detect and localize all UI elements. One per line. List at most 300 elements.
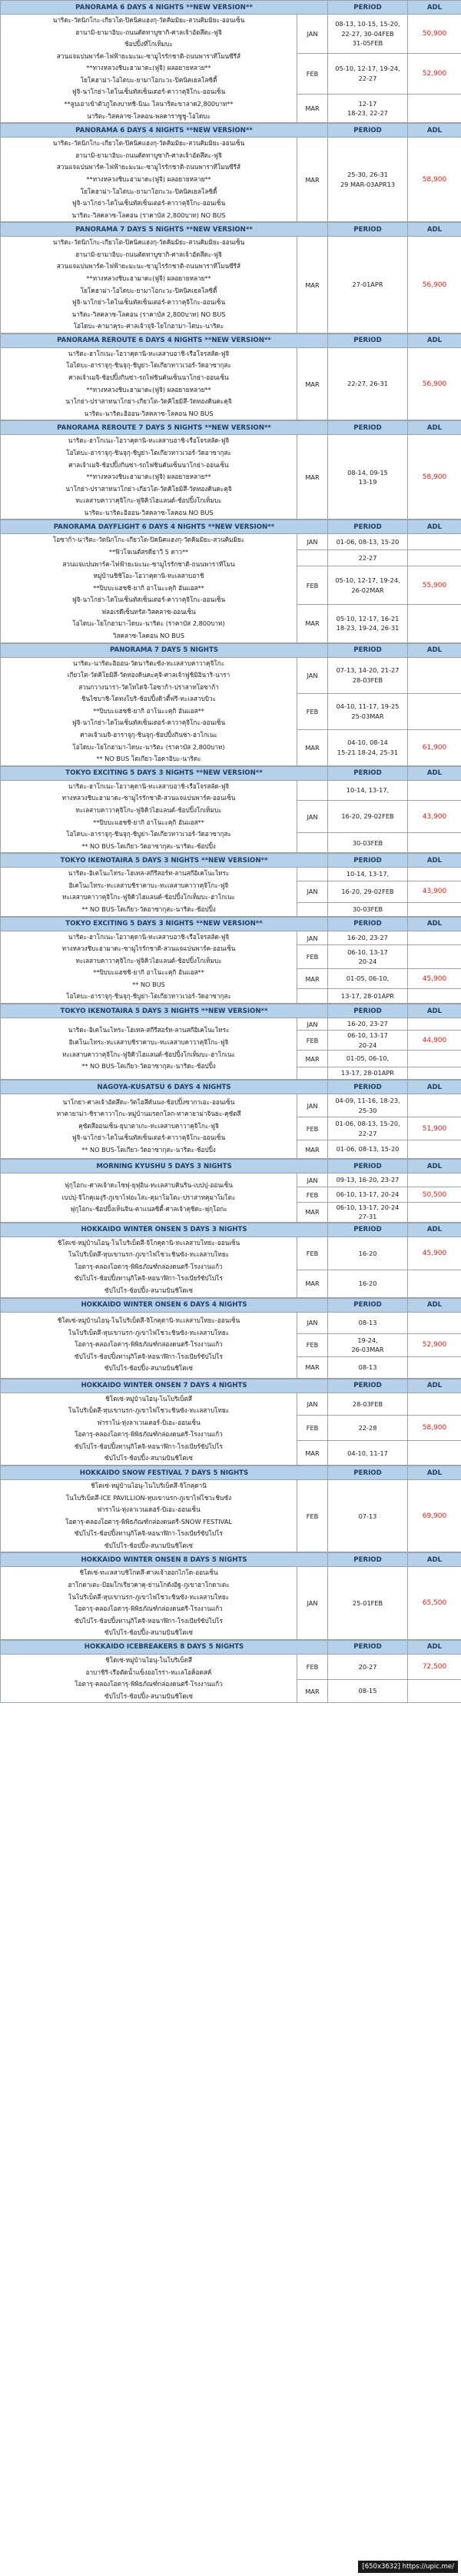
itinerary-line: ฟุกุโอกะ-ช้อปปิ้งเท็นจิน-คาแนลซิตี้-ศาลเจ้าคุชิดะ-ฟุกุโอกะ [70,1205,227,1213]
itinerary-line: โอตารุ-คลองโอตารุ-พิพิธภัณฑ์กล่องดนตรี-โรงงานแก้ว [75,1262,223,1270]
adult-price: 45,900 [408,969,461,989]
adl-header: ADL [408,1553,461,1567]
period-header: PERIOD [328,334,408,347]
itinerary-line: ** NO BUS-โตเกียว-วัดอาซากุสะ-นาริตะ-ช้อปปิ้ง [81,1062,216,1071]
adult-price: 58,900 [408,1415,461,1441]
package-table [0,1080,461,1159]
package-table [0,1298,461,1379]
itinerary-line: นาริตะ-วัดนิกโกะ-เกียวโต-ปิคนิคแฮงกุ-วัดคิมมิยะ-สวนคิมมิยะ-ออนเซ็น [52,16,245,24]
itinerary-line: อิเคโนะไทระ-ทะเลสาบชิราคาบะ-ทะเลสาบคาวาคุจิโกะ-ฟูจิ [68,881,229,889]
period-header: PERIOD [328,1379,408,1393]
period-dates: 31-05FEB [352,38,383,47]
period-dates: 06-10, 13-17 [347,1031,388,1040]
period-row [1,1018,461,1031]
period-row [1,435,461,520]
period-dates: 01-05, 06-10, [346,974,390,983]
itinerary-line: วิสคลาซ-โลคอน NO BUS [112,632,185,640]
itinerary-line: ซัปโปโร-ช้อปปิ้งทานุกิโคจิ-หอนาฬิกา-โรงเบียร์ซัปโปโร [75,1442,223,1450]
period-cell [328,1237,408,1270]
itinerary-description [1,1393,297,1465]
itinerary-line: นาริตะ-นาริตะอิออน-วัดนาริตะซัง-ทะเลสาบคาวาคุจิโกะ [72,659,225,667]
period-dates: 01-06, 08-13, 15-20 [336,1145,400,1154]
itinerary-line: ทาคายาม่า-ชิราคาวาโกะ-หมู่บ้านมรดกโลก-ทาคายาม่าจินยะ-คุซัตสึ [56,1110,241,1118]
month-cell: JAN [297,881,328,902]
period-cell [328,1140,408,1159]
itinerary-line: ศาลเจ้าเมจิ-ฮาราจุกุ-ชินจุกุ-ช้อปปิ้งกินซ่า-ฮาโกเนะ [80,731,217,739]
adult-price: 43,900 [408,881,461,902]
period-row [1,868,461,881]
itinerary-description [1,237,297,334]
period-header: PERIOD [328,766,408,780]
period-dates: 07-13 [358,1512,377,1520]
package-title: PANORAMA 6 DAYS 4 NIGHTS **NEW VERSION** [1,1,328,15]
itinerary-description [1,1237,297,1297]
period-dates: 28-03FEB [352,1399,383,1408]
package-table [0,1466,461,1552]
period-dates: 04-10, 11-17, 19-25 [336,702,400,711]
itinerary-line: นาริตะ-อิเคโนะไทระ-โฮเทล-สกีรีสอร์ท-ลานสกีอิเคโนะไทระ [68,869,230,878]
period-dates: 30-03FEB [352,838,383,847]
itinerary-description [1,657,297,765]
month-cell [297,868,328,881]
package-title: TOKYO EXCITING 5 DAYS 3 NIGHTS **NEW VERSION** [1,766,328,780]
month-cell: JAN [297,1312,328,1333]
adl-header: ADL [408,854,461,868]
itinerary-line: ฟุกุโอกะ-ศาลเจ้าดะไซฟุ-ยุฟุอิน-ทะเลสาบคินริน-เบปปุ-ออนเซ็น [65,1180,233,1189]
itinerary-description [1,780,297,852]
month-cell: MAR [297,237,328,334]
itinerary-line: ฟลอเรดีเซ็นทรัส-วิสคลาซ-ออนเซ็น [101,607,196,616]
itinerary-line: ซัปโปโร-ช้อปปิ้ง-สนามบินชิโตเซ่ [104,1541,193,1549]
period-header: PERIOD [328,124,408,138]
package-title: HOKKAIDO WINTER ONSEN 6 DAYS 4 NIGHTS [1,1298,328,1312]
itinerary-line: ซัปโปโร-ช้อปปิ้ง-สนามบินชิโตเซ่ [104,1364,193,1373]
package-title: PANORAMA 7 DAYS 5 NIGHTS **NEW VERSION** [1,223,328,237]
period-row [1,237,461,334]
package-title: MORNING KYUSHU 5 DAYS 3 NIGHTS [1,1160,328,1173]
period-dates: 06-10, 13-17 [347,948,388,957]
package-title: TOKYO IKENOTAIRA 5 DAYS 3 NIGHTS **NEW VERSION** [1,1004,328,1018]
itinerary-line: ฮานามิ-ยามาอิบะ-ถนนตัดทาบูซากิ-ศาลเจ้าอัตสึตะ-ฟูจิ [75,250,222,258]
period-dates: 18-23, 19-24, 26-31 [336,624,400,632]
period-dates: 25-30, 26-31 [347,171,388,179]
month-cell [297,833,328,853]
month-cell: MAR [297,435,328,520]
period-cell [328,1051,408,1067]
itinerary-line: ฟาราโน่-ทุ่งลาเวนเดอร์-บิเอะ-ออนเซ็น [97,1418,201,1426]
period-dates: 10-14, 13-17, [346,870,390,878]
month-cell: MAR [297,1051,328,1067]
adl-header: ADL [408,766,461,780]
package-title: HOKKAIDO ICEBREAKERS 8 DAYS 5 NIGHTS [1,1640,328,1654]
itinerary-description [1,435,297,520]
period-dates: 10-14, 13-17, [346,786,390,795]
period-cell [328,1117,408,1140]
itinerary-line: ทะเลสาบคาวาคุจิโกะ-ฟูจิคิวไฮแลนด์-ช้อปปิ้งโกเท็มบะ-ฮาโกเนะ [62,893,235,901]
adult-price: 69,900 [408,1480,461,1552]
month-cell: FEB [297,1654,328,1679]
package-title: PANORAMA 7 DAYS 5 NIGHTS [1,643,328,657]
adult-price [408,989,461,1004]
adl-header: ADL [408,1160,461,1173]
package-table [0,1552,461,1639]
period-row [1,1654,461,1679]
itinerary-description [1,347,297,420]
month-cell [297,989,328,1004]
period-cell [328,1567,408,1639]
itinerary-line: **ฟิวโจเนตัสรดียาวี 5 ดาว** [108,547,189,556]
period-cell [328,534,408,550]
month-cell: FEB [297,1237,328,1270]
period-cell [328,566,408,605]
month-cell: FEB [297,1415,328,1441]
itinerary-line: สวนแจแปนพาร์ค-ไฟฟ้ายะมะนะ-ซามูไรรักชาติ-ถนนพาราทีโมน [62,559,235,568]
period-dates: 06-10, 13-17, 20-24 [336,1203,400,1212]
period-cell [328,1356,408,1378]
period-cell [328,1187,408,1203]
month-cell: FEB [297,53,328,94]
period-cell [328,1333,408,1356]
month-cell: FEB [297,1333,328,1356]
itinerary-line: ทะเลสาบคาวาคุจิโกะ-ฟูจิคิวไฮแลนด์-ช้อปปิ้งโกเท็มบะ [75,956,222,964]
adl-header: ADL [408,1640,461,1654]
itinerary-line: ฟูจิ-นาโกย่า-ไดโนเซ็นทัสเซ็นเตอร์-คาวาคุจิโกะ-ออนเซ็น [71,1134,226,1142]
adult-price [408,94,461,122]
package-title: PANORAMA REROUTE 6 DAYS 4 NIGHTS **NEW VERSION** [1,334,328,347]
period-row [1,347,461,420]
adult-price [408,1173,461,1187]
period-dates: 22-27 [358,554,377,563]
period-cell [328,237,408,334]
period-cell [328,53,408,94]
adult-price [408,1203,461,1223]
period-header: PERIOD [328,1,408,15]
adult-price [408,1067,461,1080]
adl-header: ADL [408,1379,461,1393]
period-dates: 08-13 [358,1318,377,1326]
period-row [1,1094,461,1117]
itinerary-line: นาริตะ-วัดนิกโกะ-เกียวโต-ปิคนิคแฮงกุ-วัดคิมมิยะ-สวนคิมมิยะ-ออนเซ็น [52,139,245,148]
itinerary-line: ฟูจิ-นาโกย่า-ไดโนเซ็นทัสเซ็นเตอร์-คาวาคุจิโกะ-ออนเซ็น [71,88,226,96]
adult-price: 58,900 [408,138,461,222]
adult-price: 55,900 [408,566,461,605]
package-title: HOKKAIDO WINTER ONSEN 7 DAYS 4 NIGHTS [1,1379,328,1393]
month-cell: FEB [297,1480,328,1552]
month-cell: MAR [297,1203,328,1223]
period-dates: 26-03MAR [351,1346,384,1354]
adl-header: ADL [408,520,461,534]
period-dates: 08-15 [358,1687,377,1695]
adult-price [408,931,461,945]
month-cell: JAN [297,1567,328,1639]
period-cell [328,903,408,916]
period-header: PERIOD [328,223,408,237]
period-dates: 30-03FEB [352,905,383,914]
itinerary-line: **ทางหลวงชิบะฮามาดะ(ฟูจิ) ผลอยายหลาย** [86,385,211,393]
period-cell [328,1094,408,1117]
adult-price [408,1312,461,1333]
period-row [1,1480,461,1552]
period-cell [328,989,408,1004]
period-cell [328,729,408,765]
month-cell: MAR [297,94,328,122]
itinerary-line: โอไดบะ-โยโกฮามา-ไดบะ-นาริตะ (ราคาบัส 2,800บาท) [72,619,225,628]
package-table [0,1223,461,1298]
itinerary-line: ฟูจิ-นาโกย่า-ไดโนเซ็นทัสเซ็นเตอร์-คาวาคุจิโกะ-ออนเซ็น [71,298,226,307]
month-cell: JAN [297,15,328,54]
package-table [0,520,461,642]
itinerary-description [1,534,297,642]
period-row [1,1237,461,1270]
period-dates: 18-23, 22-27 [347,109,388,118]
period-header: PERIOD [328,1553,408,1567]
period-dates: 26-02MAR [351,586,384,594]
period-dates: 01-06, 08-13, 15-20, [335,1120,400,1128]
adult-price: 58,900 [408,435,461,520]
period-dates: 25-30 [358,1106,377,1114]
adult-price [408,1094,461,1117]
itinerary-line: ชินไซบาชิ-โดทงโบริ-ช้อปปิ้งดิวตี้ฟรี-ทะเลสาบบิวะ [81,695,217,703]
itinerary-line: ฮานามิ-ยามาอิบะ-ถนนตัดทาบูซากิ-ศาลเจ้าอัตสึตะ-ฟูจิ [75,151,222,159]
package-table [0,643,461,766]
period-header: PERIOD [328,421,408,435]
itinerary-line: นาริตะ-วิสคลาซ-โลคอน-พลคาราซูชู-โอไดบะ [87,111,211,120]
period-dates: 05-10, 12-17, 16-21 [336,614,400,622]
month-cell: MAR [297,1356,328,1378]
period-dates: 06-10, 13-17, 20-24 [336,1190,400,1199]
period-dates: 27-31 [358,1213,377,1221]
period-cell [328,945,408,969]
period-dates: 16-20, 29-02FEB [341,888,394,896]
period-dates: 25-01FEB [352,1599,383,1608]
package-title: PANORAMA 6 DAYS 4 NIGHTS **NEW VERSION** [1,124,328,138]
adult-price [408,945,461,969]
package-table [0,123,461,222]
adl-header: ADL [408,917,461,931]
period-header: PERIOD [328,854,408,868]
period-dates: 22-27 [358,74,377,82]
itinerary-line: อาบาชิริ-เรือตัดน้ำแข็งออโรร่า-ทะเลโอค็อตสค์ [85,1668,212,1676]
itinerary-line: **ทางหลวงชิบะฮามาดะ(ฟูจิ) ผลอยายหลาย** [86,64,211,72]
month-cell: MAR [297,138,328,222]
itinerary-line: ** NO BUS-โตเกียว-วัดอาซากุสะ-นาริตะ-ช้อปปิ้ง [81,1145,216,1154]
period-dates: 16-20, 23-27 [347,1020,388,1028]
package-table [0,334,461,420]
itinerary-line: ศาลเจ้าเมจิ-ช้อปปิ้งกินซ่า-รถไฟชินคันเซ็นนาโกย่า-ออนเซ็น [68,373,229,382]
itinerary-line: โนโบริเบ็ตสึ-หุบเขานรก-ภูเขาไฟโชวะชินซัง-ทะเลสาบโทยะ [68,1406,230,1415]
itinerary-line: ** NO BUS-โตเกียว-วัดอาซากุสะ-นาริตะ-ช้อปปิ้ง [81,842,216,850]
month-cell: JAN [297,1393,328,1415]
period-cell [328,604,408,642]
itinerary-line: ทางหลวงชิบะฮามาดะ-ซามูไรรักชาติ-สวนแจแปนพาร์ค-ออนเซ็น [61,944,236,953]
itinerary-line: ฟูจิ-นาโกย่า-ไดโนเซ็นทัสเซ็นเตอร์-คาวาคุจิโกะ-ออนเซ็น [71,596,226,604]
adult-price: 56,900 [408,347,461,420]
itinerary-line: เกียวโต-วัดคิโยมิสึ-วัดทองคินคะคุจิ-ศาลเจ้าฟูชิมิอินาริ-นารา [67,671,230,679]
package-table [0,1640,461,1703]
month-cell: FEB [297,1187,328,1203]
adult-price [408,1441,461,1466]
adult-price: 50,900 [408,15,461,54]
itinerary-line: นาริตะ-ฮาโกเนะ-โอวาคุดานิ-ทะเลสาบอาชิ-เรือโจรสลัด-ฟูจิ [68,349,230,357]
itinerary-description [1,1173,297,1223]
adult-price: 50,500 [408,1187,461,1203]
period-header: PERIOD [328,1160,408,1173]
period-row [1,138,461,222]
period-dates: 28-03FEB [352,676,383,684]
package-table [0,853,461,916]
adult-price: 51,900 [408,1117,461,1140]
period-cell [328,1679,408,1702]
itinerary-line: ฟูจิ-นาโกย่า-ไดโนเซ็นทัสเซ็นเตอร์-คาวาคุจิโกะ-ออนเซ็น [71,199,226,207]
period-dates: 04-09, 11-16, 18-23, [335,1097,400,1105]
period-cell [328,550,408,566]
period-dates: 08-13 [358,1363,377,1371]
period-cell [328,15,408,54]
period-dates: 04-10, 08-14 [347,739,388,747]
adult-price [408,1018,461,1031]
itinerary-description [1,15,297,123]
period-dates: 01-05, 06-10, [346,1054,390,1063]
month-cell: JAN [297,1173,328,1187]
package-table [0,917,461,1004]
period-dates: 19-24, [357,1336,378,1344]
itinerary-line: โยโคฮาม่า-โอไดบะ-ยามาโอกะวะ-ปิคนิคเยลโลซิตี้ [80,187,217,195]
period-cell [328,657,408,693]
period-dates: 16-20, 29-02FEB [341,812,394,821]
itinerary-description [1,868,297,916]
itinerary-line: โอตารุ-คลองโอตารุ-พิพิธภัณฑ์กล่องดนตรี-โรงงานแก้ว [75,1680,223,1688]
period-row [1,534,461,550]
month-cell: JAN [297,1094,328,1117]
itinerary-line: โนโบริเบ็ตสึ-หุบเขานรก-ภูเขาไฟโชวะชินซัง-ทะเลสาบโทยะ [68,1328,230,1336]
period-dates: 13-17, 28-01APR [340,1069,394,1077]
period-cell [328,1067,408,1080]
adult-price: 52,900 [408,53,461,94]
itinerary-line: โอตารุ-คลองโอตารุ-พิพิธภัณฑ์กล่องดนตรี-โรงงานแก้ว [75,1605,223,1613]
package-table [0,1159,461,1223]
adult-price [408,534,461,550]
adl-header: ADL [408,1466,461,1480]
month-cell: MAR [297,729,328,765]
month-cell: MAR [297,1441,328,1466]
period-dates: 16-20 [358,1249,377,1257]
adult-price: 56,900 [408,237,461,334]
period-cell [328,800,408,832]
itinerary-line: ชิโตเซ่-หมู่บ้านไอนุ-โนโบริเบ็ตสึ-จิโกคุดานิ-ทะเลสาบโทยะ-ออนเซ็น [57,1238,240,1247]
itinerary-description [1,1312,297,1378]
month-cell: MAR [297,1679,328,1702]
month-cell: JAN [297,1018,328,1031]
period-row [1,780,461,800]
itinerary-line: โยโคฮาม่า-โอไดบะ-ยามาโอกะวะ-ปิคนิคเยลโลซิตี้ [80,286,217,294]
month-cell: FEB [297,693,328,729]
package-title: HOKKAIDO SNOW FESTIVAL 7 DAYS 5 NIGHTS [1,1466,328,1480]
itinerary-line: โนโบริเบ็ตสึ-หุบเขานรก-ภูเขาไฟโชวะชินซัง-ทะเลสาบโทยะ [68,1592,230,1601]
period-header: PERIOD [328,1466,408,1480]
itinerary-description [1,1480,297,1552]
period-header: PERIOD [328,643,408,657]
period-cell [328,780,408,800]
itinerary-line: **ทางหลวงชิบะฮามาดะ(ฟูจิ) ผลอยายหลาย** [86,274,211,282]
adl-header: ADL [408,1,461,15]
package-title: TOKYO EXCITING 5 DAYS 3 NIGHTS **NEW VERSION** [1,917,328,931]
itinerary-line: ซัปโปโร-ช้อปปิ้ง-สนามบินชิโตเซ่ [104,1628,193,1637]
itinerary-line: ซัปโปโร-ช้อปปิ้งทานุกิโคจิ-หอนาฬิกา-โรงเบียร์ซัปโปโร [75,1616,223,1625]
itinerary-line: **ลูบเอาเข้าตัวภูโดงบาทชิ-นินะ ไลนาริตะขาลาด2,800บาท** [64,100,234,108]
adl-header: ADL [408,1004,461,1018]
package-title: NAGOYA-KUSATSU 6 DAYS 4 NIGHTS [1,1081,328,1094]
period-cell [328,1312,408,1333]
month-cell: JAN [297,534,328,550]
adult-price [408,780,461,800]
month-cell [297,550,328,566]
period-header: PERIOD [328,520,408,534]
itinerary-line: โนโบริเบ็ตสึ-ICE PAVILLION-หุบเขานรก-ภูเขาไฟโชวะชินซัง [65,1493,232,1502]
adl-header: ADL [408,223,461,237]
itinerary-line: ซัปโปโร-ช้อปปิ้ง-สนามบินชิโตเซ่ [104,1286,193,1294]
package-title: PANORAMA REROUTE 7 DAYS 5 NIGHTS **NEW VERSION** [1,421,328,435]
period-dates: 25-03MAR [351,712,384,720]
month-cell [297,1067,328,1080]
period-cell [328,94,408,122]
period-row [1,657,461,693]
month-cell: JAN [297,800,328,832]
itinerary-line: โอไดบะ-ฮาราจุกุ-ชินจุกุ-ชิบูย่า-โตเกียวทาวเวอร์-วัดอาซากุสะ [66,361,231,370]
month-cell: MAR [297,1270,328,1297]
period-dates: 04-10, 11-17 [347,1449,388,1457]
period-cell [328,1031,408,1051]
period-dates: 22-27 [358,1129,377,1137]
month-cell: JAN [297,931,328,945]
itinerary-line: **ทางหลวงชิบะฮามาดะ(ฟูจิ) ผลอยายหลาย** [86,174,211,183]
month-cell: FEB [297,1117,328,1140]
adult-price: 45,900 [408,1237,461,1270]
adl-header: ADL [408,334,461,347]
period-cell [328,1654,408,1679]
adult-price [408,1679,461,1702]
period-dates: 20-24 [358,958,377,966]
itinerary-line: โอไดบะ-คามาคุระ-ศาลเจ้าจุจิ-โยโกฮามา-ไดบะ-นาริตะ [73,322,224,330]
adl-header: ADL [408,1223,461,1237]
adl-header: ADL [408,124,461,138]
itinerary-description [1,1018,297,1080]
period-header: PERIOD [328,1298,408,1312]
itinerary-line: ซัปโปโร-ช้อปปิ้งทานุกิโคจิ-หอนาฬิกา-โรงเบียร์ซัปโปโร [75,1352,223,1360]
itinerary-line: ทะเลสาบคาวาคุจิโกะ-ฟูจิคิวไฮแลนด์-ช้อปปิ้งโกเท็มบะ-ฮาโกเนะ [62,1050,235,1058]
itinerary-line: สวนกวางนารา-วัดโทไดจิ-โอซาก้า-ปราสาทโอซาก้า [78,682,219,691]
itinerary-line: ฟาราโน่-ทุ่งลาเวนเดอร์-บิเอะ-ออนเซ็น [97,1505,201,1514]
itinerary-line: ชิโตเซ่-หมู่บ้านไอนุ-โนโบริเบ็ตสึ-จิโกคุดานิ-ทะเลสาบโทยะ-ออนเซ็น [57,1316,240,1325]
adult-price: 44,900 [408,1031,461,1051]
month-cell [297,780,328,800]
period-header: PERIOD [328,1640,408,1654]
period-row [1,1312,461,1333]
package-table [0,766,461,853]
period-cell [328,138,408,222]
itinerary-description [1,138,297,222]
period-cell [328,1415,408,1441]
adult-price [408,1140,461,1159]
month-cell: MAR [297,347,328,420]
adult-price: 72,500 [408,1654,461,1679]
period-cell [328,693,408,729]
adult-price: 52,900 [408,1333,461,1356]
itinerary-line: **ปิบบะแฮชชิ-ยากิ อาโนะะคุกิ อันแอส** [93,706,204,715]
itinerary-line: สวนแจแปนพาร์ค-ไฟฟ้ายะมะนะ-ซามูไรรักชาติ-ถนนพาราทีโมนซีรีส์ [56,262,241,271]
itinerary-line: นาริตะ-ฮาโกเนะ-โอวาคุดานิ-ทะเลสาบอาชิ-เรือโจรสลัด-ฟูจิ [68,437,230,445]
period-dates: 27-01APR [352,281,383,289]
itinerary-description [1,1094,297,1159]
